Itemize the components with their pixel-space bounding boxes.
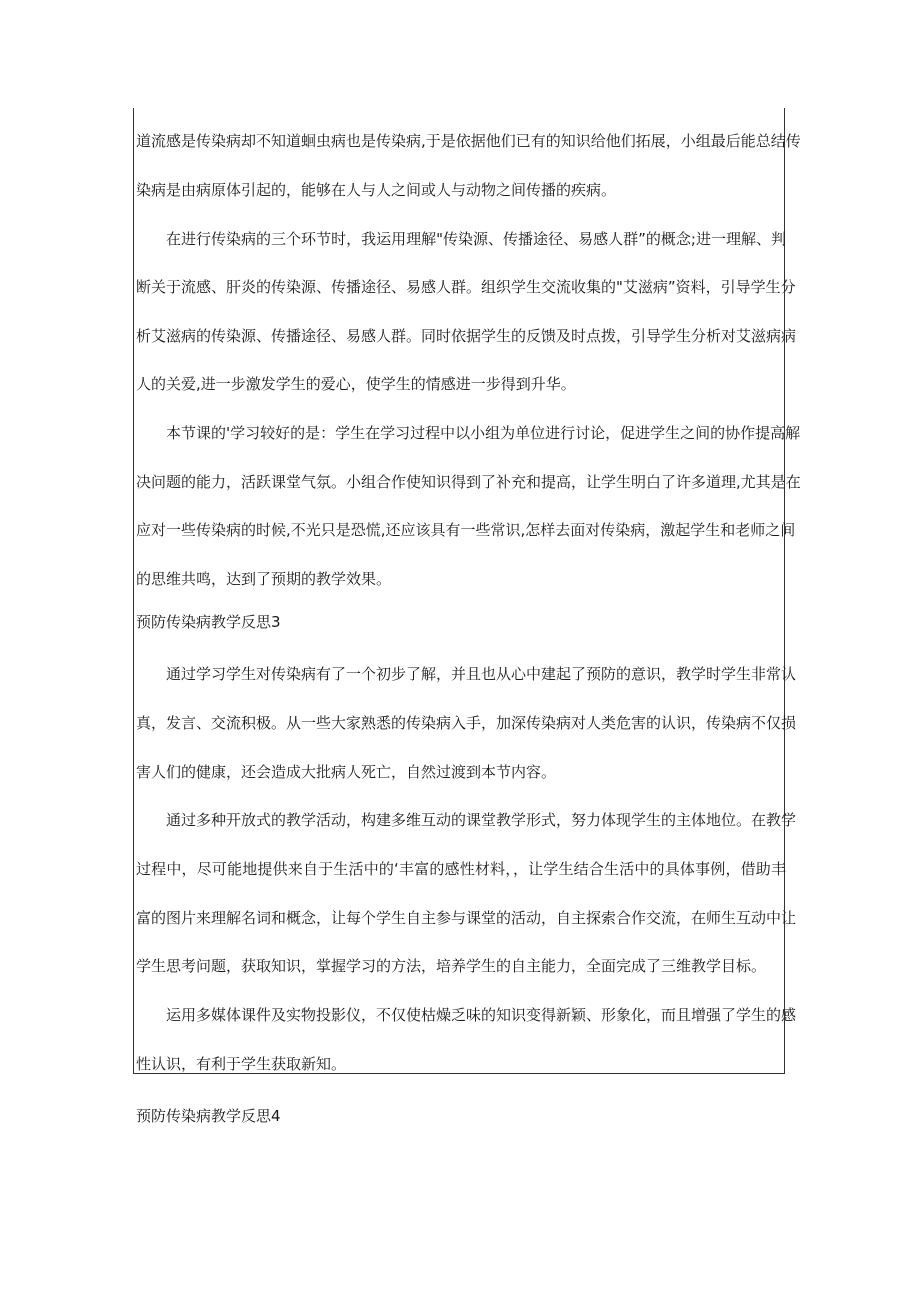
paragraph-line: 应对一些传染病的时候,不光只是恐慌,还应该具有一些常识,怎样去面对传染病，激起学生和老师之间: [136, 521, 796, 539]
paragraph-line: 过程中，尽可能地提供来自于生活中的‘丰富的感性材料，，让学生结合生活中的具体事例，借助丰: [136, 860, 786, 878]
paragraph-line: 运用多媒体课件及实物投影仪，不仅使枯燥乏味的知识变得新颖、形象化，而且增强了学生的感: [166, 1006, 797, 1024]
paragraph-line: 染病是由病原体引起的，能够在人与人之间或人与动物之间传播的疾病。: [136, 181, 617, 199]
paragraph-line: 通过多种开放式的教学活动，构建多维互动的课堂教学形式，努力体现学生的主体地位。在教学: [166, 811, 797, 829]
section-heading: 预防传染病教学反思3: [136, 613, 281, 631]
paragraph-line: 决问题的能力，活跃课堂气氛。小组合作使知识得到了补充和提高，让学生明白了许多道理,尤其是在: [136, 473, 801, 491]
next-section-heading: 预防传染病教学反思4: [136, 1107, 281, 1125]
paragraph-line: 性认识，有利于学生获取新知。: [136, 1055, 347, 1073]
paragraph-line: 害人们的健康，还会造成大批病人死亡，自然过渡到本节内容。: [136, 763, 557, 781]
paragraph-line: 富的图片来理解名词和概念，让每个学生自主参与课堂的活动，自主探索合作交流，在师生互动中让: [136, 909, 797, 927]
paragraph-line: 通过学习学生对传染病有了一个初步了解，并且也从心中建起了预防的意识，教学时学生非常认: [166, 665, 797, 683]
paragraph-line: 真，发言、交流积极。从一些大家熟悉的传染病入手，加深传染病对人类危害的认识，传染病不仅损: [136, 714, 797, 732]
paragraph-line: 本节课的'学习较好的是：学生在学习过程中以小组为单位进行讨论，促进学生之间的协作提高解: [166, 424, 801, 442]
paragraph-line: 断关于流感、肝炎的传染源、传播途径、易感人群。组织学生交流收集的"艾滋病”资料，引导学生分: [136, 278, 796, 296]
paragraph-line: 的思维共鸣，达到了预期的教学效果。: [136, 570, 392, 588]
paragraph-line: 学生思考问题，获取知识，掌握学习的方法，培养学生的自主能力，全面完成了三维教学目标。: [136, 957, 767, 975]
paragraph-line: 析艾滋病的传染源、传播途径、易感人群。同时依据学生的反馈及时点拨，引导学生分析对艾滋病病: [136, 327, 797, 345]
bordered-text-frame: [133, 108, 801, 1074]
paragraph-line: 道流感是传染病却不知道蛔虫病也是传染病,于是依据他们已有的知识给他们拓展，小组最后能总结传: [136, 132, 801, 150]
paragraph-line: 人的关爱,进一步激发学生的爱心，使学生的情感进一步得到升华。: [136, 375, 576, 393]
paragraph-line: 在进行传染病的三个环节时，我运用理解"传染源、传播途径、易感人群”的概念;进一理解、判: [166, 230, 786, 248]
